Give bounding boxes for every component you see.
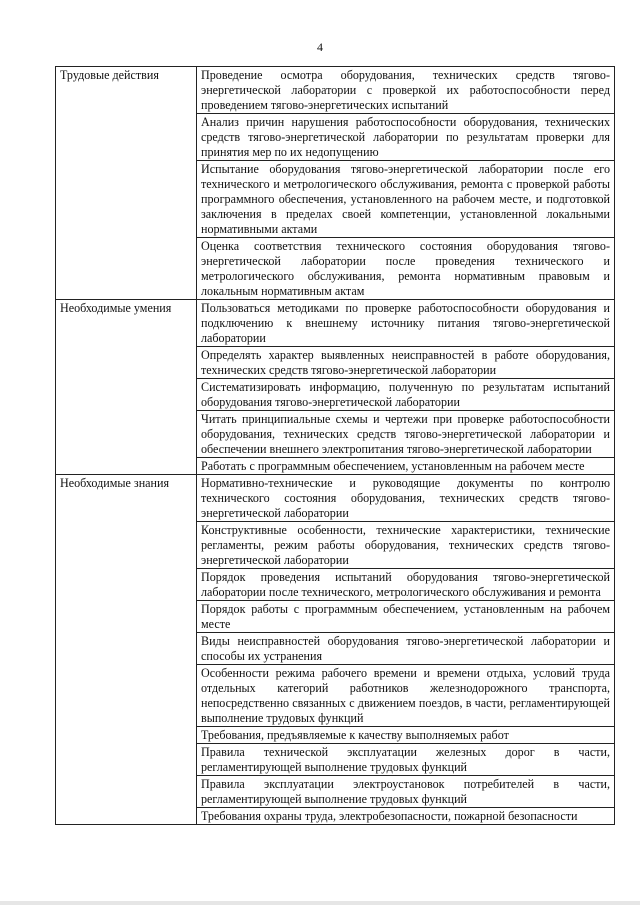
section-label-required-skills: Необходимые умения (56, 300, 197, 475)
table-cell-item: Порядок проведения испытаний оборудования тягово-энергетической лаборатории после технического, метрологического обслуживания и ремонта (197, 569, 615, 601)
table-cell-item: Требования, предъявляемые к качеству выполняемых работ (197, 727, 615, 744)
table-row (56, 300, 615, 347)
table-cell-item: Определять характер выявленных неисправностей в работе оборудования, технических средств тягово-энергетической лаборатории (197, 347, 615, 379)
table-cell-item: Работать с программным обеспечением, установленным на рабочем месте (197, 458, 615, 475)
table-cell-item: Требования охраны труда, электробезопасности, пожарной безопасности (197, 808, 615, 825)
requirements-table (55, 66, 615, 825)
table-cell-item: Проведение осмотра оборудования, технических средств тягово-энергетической лаборатории с проверкой их работоспособности перед проведением тягово-энергетических испытаний (197, 67, 615, 114)
table-cell-item: Испытание оборудования тягово-энергетической лаборатории после его технического и метрологического обслуживания, ремонта с проверкой работы программного обеспечения, установленного на рабочем месте, и подготовкой заключения в пределах своей компетенции, установленной локальными нормативными актами (197, 161, 615, 238)
page-number: 4 (317, 40, 323, 54)
table-cell-item: Нормативно-технические и руководящие документы по контролю технического состояния оборудования, технических средств тягово-энергетической лаборатории (197, 475, 615, 522)
table-row (56, 475, 615, 522)
section-label-labor-actions: Трудовые действия (56, 67, 197, 300)
table-cell-item: Особенности режима рабочего времени и времени отдыха, условий труда отдельных категорий работников железнодорожного транспорта, непосредственно связанных с движением поездов, в части, регламентирующей выполнение трудовых функций (197, 665, 615, 727)
table-cell-item: Правила технической эксплуатации железных дорог в части, регламентирующей выполнение трудовых функций (197, 744, 615, 776)
table-cell-item: Конструктивные особенности, технические характеристики, технические регламенты, режим работы оборудования, технических средств тягово-энергетической лаборатории (197, 522, 615, 569)
table-cell-item: Оценка соответствия технического состояния оборудования тягово-энергетической лаборатории после проведения технического и метрологического обслуживания, ремонта нормативным правовым и локальным нормативным актам (197, 238, 615, 300)
table-row (56, 67, 615, 114)
table-cell-item: Анализ причин нарушения работоспособности оборудования, технических средств тягово-энергетической лаборатории по результатам проверки для принятия мер по их недопущению (197, 114, 615, 161)
table-cell-item: Правила эксплуатации электроустановок потребителей в части, регламентирующей выполнение трудовых функций (197, 776, 615, 808)
table-cell-item: Систематизировать информацию, полученную по результатам испытаний оборудования тягово-энергетической лаборатории (197, 379, 615, 411)
section-label-required-knowledge: Необходимые знания (56, 475, 197, 825)
table-cell-item: Порядок работы с программным обеспечением, установленным на рабочем месте (197, 601, 615, 633)
scan-edge-divider (0, 901, 640, 905)
table-cell-item: Виды неисправностей оборудования тягово-энергетической лаборатории и способы их устранения (197, 633, 615, 665)
table-cell-item: Пользоваться методиками по проверке работоспособности оборудования и подключению к внешнему источнику питания тягово-энергетической лаборатории (197, 300, 615, 347)
table-cell-item: Читать принципиальные схемы и чертежи при проверке работоспособности оборудования, технических средств тягово-энергетической лаборатории и обеспечении внешнего электропитания тягово-энергетической лаборатории (197, 411, 615, 458)
